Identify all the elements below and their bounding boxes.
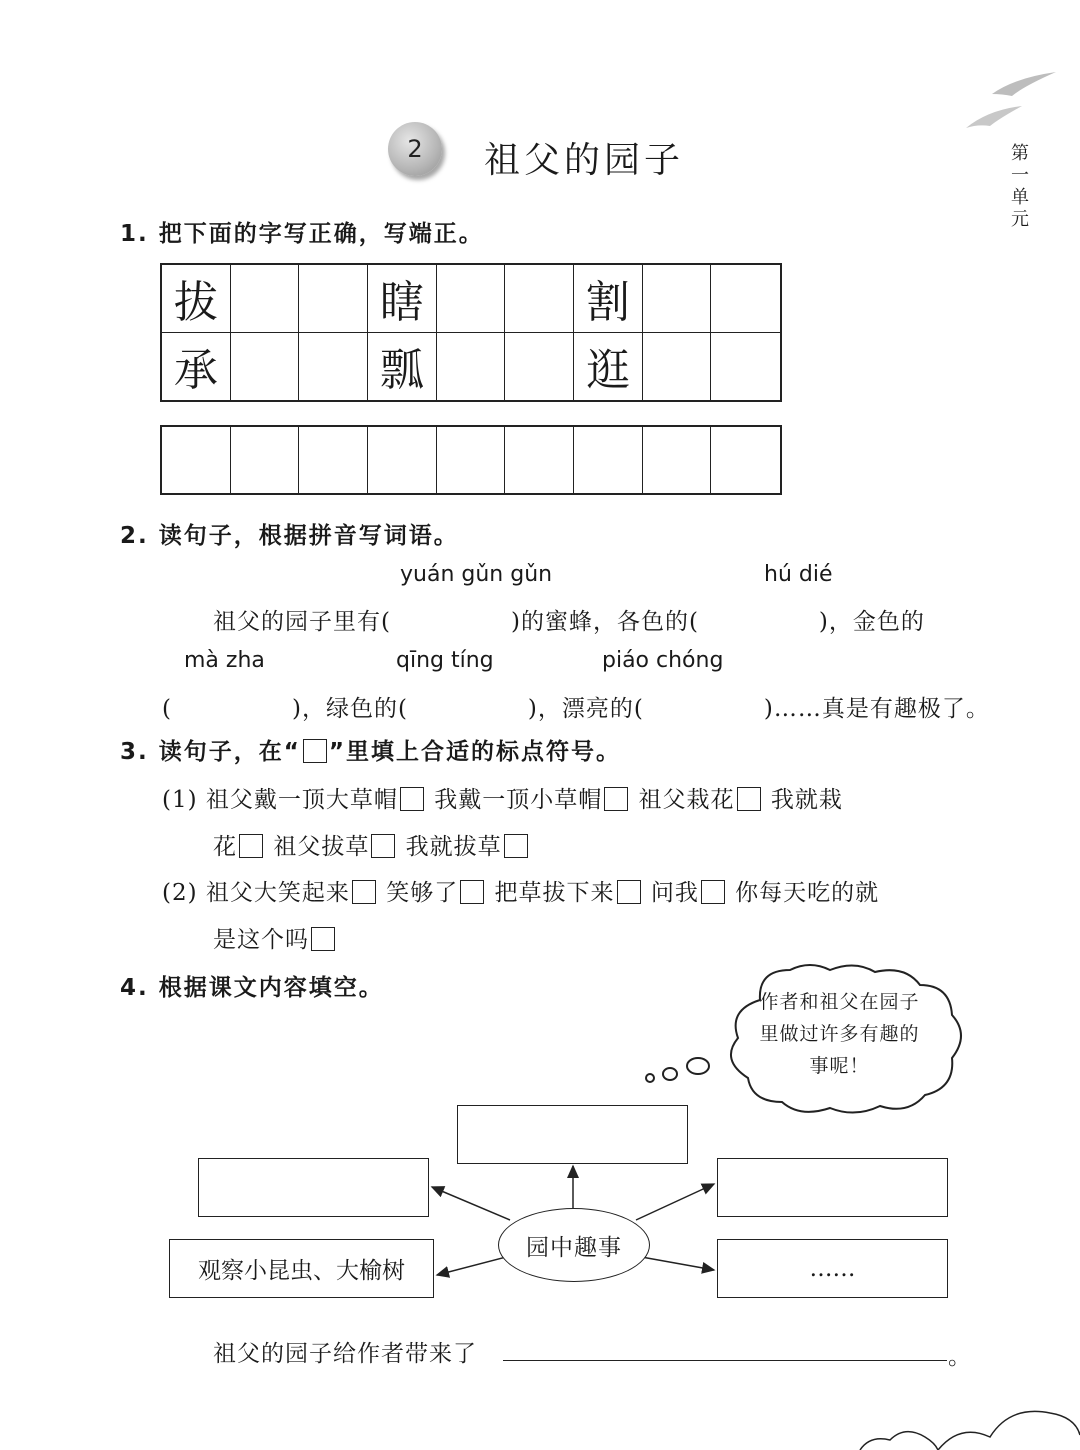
unit-label-char: 元 [1011, 209, 1029, 230]
prompt-text: 3. 读句子，在“ [120, 739, 301, 765]
sentence-text: 花 [213, 834, 237, 860]
sentence-text: 笑够了 [386, 880, 459, 906]
sentence-text: 祖父戴一顶大草帽 [205, 787, 398, 813]
unit-label-char: 第 [1011, 143, 1029, 164]
sentence-text: 你每天吃的就 [735, 880, 880, 906]
answer-box-right-top[interactable] [717, 1158, 948, 1217]
sentence-text: 问我 [650, 880, 699, 906]
grid-cell: 割 [574, 265, 643, 333]
answer-box-right-bottom: …… [717, 1239, 948, 1298]
sentence-number: (2) [162, 880, 198, 906]
grid-cell: 承 [162, 333, 231, 401]
pinyin-hint: hú dié [764, 562, 833, 587]
prompt-text: ”里填上合适的标点符号。 [328, 739, 621, 765]
answer-box-left-bottom: 观察小昆虫、大榆树 [169, 1239, 434, 1298]
grid-cell: 逛 [574, 333, 643, 401]
thought-cloud-text: 作者和祖父在园子里做过许多有趣的事呢！ [759, 991, 920, 1077]
conclusion-end-mark: 。 [948, 1344, 972, 1370]
arrow-right-top [636, 1184, 714, 1220]
sentence-text: 祖父栽花 [638, 787, 735, 813]
sentence-text: 是这个吗 [213, 927, 309, 953]
pinyin-hint: piáo chóng [602, 648, 724, 673]
unit-label-char: 一 [1011, 165, 1029, 186]
arrow-left-top [432, 1187, 510, 1220]
page-title: 祖父的园子 [484, 140, 685, 181]
sentence-number: (1) [162, 787, 198, 813]
lesson-number-badge: 2 [388, 122, 442, 176]
mind-map-center: 园中趣事 [498, 1208, 650, 1282]
grid-cell: 瓢 [368, 333, 437, 401]
grid-cell: 瞎 [368, 265, 437, 333]
conclusion-text: 祖父的园子给作者带来了 [213, 1341, 477, 1367]
sentence-text: 祖父拔草 [273, 834, 370, 860]
question-4-prompt: 4. 根据课文内容填空。 [120, 975, 384, 1001]
unit-label-char: 单 [1011, 187, 1029, 208]
sentence-text: 我就拔草 [405, 834, 502, 860]
sentence-line: ( )，绿色的( )，漂亮的( )……真是有趣极了。 [162, 696, 990, 722]
sentence-text: 把草拔下来 [494, 880, 615, 906]
question-2-prompt: 2. 读句子，根据拼音写词语。 [120, 523, 459, 549]
sentence-text: 祖父大笑起来 [205, 880, 350, 906]
sentence-line: 祖父的园子里有( )的蜜蜂，各色的( )，金色的 [213, 609, 925, 635]
sentence-text: 我戴一顶小草帽 [434, 787, 603, 813]
corner-cloud-decoration-icon [850, 1395, 1080, 1450]
question-1-prompt: 1. 把下面的字写正确，写端正。 [120, 221, 484, 247]
grid-cell: 拔 [162, 265, 231, 333]
pinyin-hint: qīng tíng [396, 648, 494, 673]
pinyin-hint: mà zha [184, 648, 265, 673]
conclusion-answer-line[interactable] [503, 1360, 947, 1361]
answer-box-top[interactable] [457, 1105, 688, 1164]
answer-box-left-top[interactable] [198, 1158, 429, 1217]
pinyin-hint: yuán gǔn gǔn [400, 562, 553, 587]
sentence-text: 我就栽 [770, 787, 843, 813]
arrow-right-bottom [636, 1256, 714, 1270]
arrow-left-bottom [437, 1256, 510, 1275]
